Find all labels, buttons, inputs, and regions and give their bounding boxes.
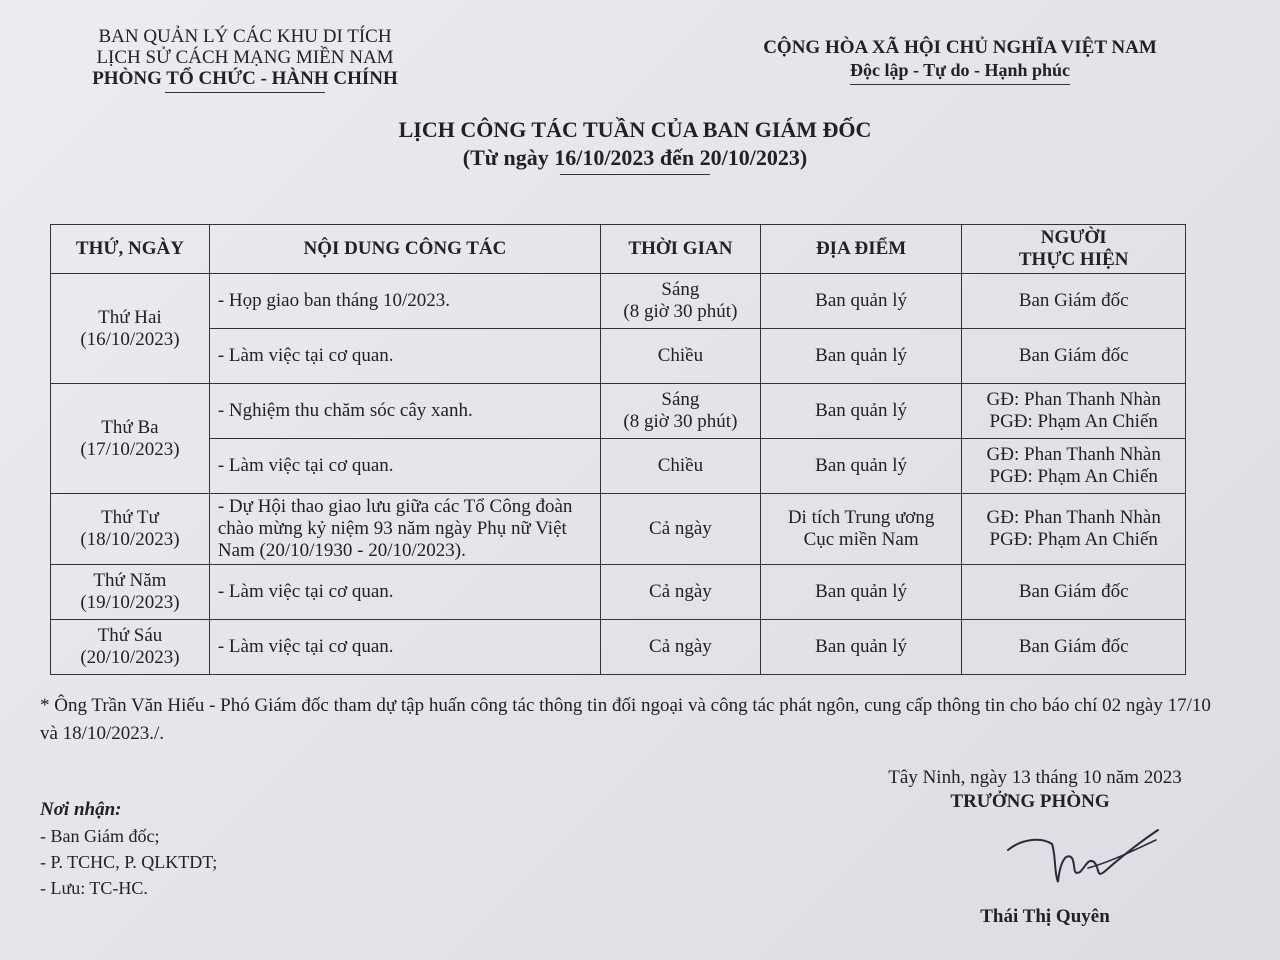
person-line1: Ban Giám đốc — [1018, 581, 1129, 602]
org-underline — [165, 92, 325, 93]
header-day: THỨ, NGÀY — [51, 225, 210, 274]
person-line2: PGĐ: Phạm An Chiến — [989, 411, 1158, 432]
place-cell — [760, 439, 962, 494]
recipient-item: - Lưu: TC-HC. — [40, 878, 148, 898]
org-line-1: BAN QUẢN LÝ CÁC KHU DI TÍCH — [98, 26, 392, 47]
day-date: (17/10/2023) — [80, 438, 180, 460]
title-main: LỊCH CÔNG TÁC TUẦN CỦA BAN GIÁM ĐỐC — [398, 117, 872, 142]
table-row — [51, 565, 1186, 620]
recipient-item: - P. TCHC, P. QLKTDT; — [40, 852, 218, 872]
place-line1: Ban quản lý — [815, 290, 907, 311]
header-time: THỜI GIAN — [601, 225, 761, 274]
table-row — [51, 384, 1186, 439]
time-cell — [601, 439, 761, 494]
content-cell: - Họp giao ban tháng 10/2023. — [209, 274, 600, 329]
day-name: Thứ Tư — [101, 507, 159, 528]
time-cell — [601, 329, 761, 384]
day-cell-monday — [51, 274, 210, 384]
day-cell-tuesday — [51, 384, 210, 494]
person-cell — [962, 384, 1186, 439]
person-cell — [962, 274, 1186, 329]
person-line1: GĐ: Phan Thanh Nhàn — [986, 389, 1161, 410]
content-cell: - Làm việc tại cơ quan. — [209, 565, 600, 620]
recipient-item: - Ban Giám đốc; — [40, 826, 160, 846]
time-line1: Sáng — [661, 389, 700, 410]
header-person-line2: THỰC HIỆN — [1018, 249, 1129, 270]
content-cell: - Làm việc tại cơ quan. — [209, 329, 600, 384]
day-name: Thứ Sáu — [97, 625, 163, 646]
content-cell: - Nghiệm thu chăm sóc cây xanh. — [209, 384, 600, 439]
place-line1: Ban quản lý — [815, 455, 907, 476]
place-cell — [760, 620, 962, 675]
table-row — [51, 274, 1186, 329]
department-name: PHÒNG TỔ CHỨC - HÀNH CHÍNH — [92, 68, 398, 89]
header-content: NỘI DUNG CÔNG TÁC — [209, 225, 600, 274]
time-line1: Cả ngày — [649, 636, 712, 657]
day-cell-friday — [51, 620, 210, 675]
place-line2: Cục miền Nam — [803, 529, 919, 550]
person-cell — [962, 620, 1186, 675]
recipients-block — [40, 797, 217, 901]
recipients-heading: Nơi nhận: — [40, 799, 122, 820]
time-cell — [601, 384, 761, 439]
org-line-2: LỊCH SỬ CÁCH MẠNG MIỀN NAM — [96, 47, 394, 68]
header-place: ĐỊA ĐIỂM — [760, 225, 962, 274]
day-date: (19/10/2023) — [80, 592, 180, 613]
place-cell — [760, 274, 962, 329]
day-name: Thứ Năm — [93, 570, 167, 591]
day-name: Thứ Ba — [101, 416, 159, 438]
national-header — [760, 36, 1160, 85]
person-line1: Ban Giám đốc — [1018, 636, 1129, 657]
place-line1: Ban quản lý — [815, 581, 907, 602]
handwritten-signature — [1000, 822, 1170, 892]
title-date-range: (Từ ngày 16/10/2023 đến 20/10/2023) — [462, 145, 808, 170]
title-underline — [560, 174, 710, 175]
person-line1: GĐ: Phan Thanh Nhàn — [986, 507, 1161, 528]
place-date: Tây Ninh, ngày 13 tháng 10 năm 2023 — [888, 767, 1182, 788]
time-line2: (8 giờ 30 phút) — [623, 411, 738, 432]
place-line1: Ban quản lý — [815, 400, 907, 421]
place-cell — [760, 565, 962, 620]
time-cell — [601, 274, 761, 329]
place-cell — [760, 494, 962, 565]
day-cell-thursday — [51, 565, 210, 620]
time-line1: Sáng — [661, 279, 700, 300]
person-line2: PGĐ: Phạm An Chiến — [989, 529, 1158, 550]
content-cell: - Làm việc tại cơ quan. — [209, 439, 600, 494]
person-cell — [962, 439, 1186, 494]
header-person-line1: NGƯỜI — [1040, 227, 1107, 248]
time-cell — [601, 620, 761, 675]
day-name: Thứ Hai — [98, 306, 162, 328]
person-cell — [962, 494, 1186, 565]
table-row — [51, 494, 1186, 565]
table-row — [51, 329, 1186, 384]
national-motto: Độc lập - Tự do - Hạnh phúc — [849, 60, 1071, 80]
person-line1: Ban Giám đốc — [1018, 290, 1129, 311]
document-title — [300, 116, 970, 175]
schedule-table — [50, 224, 1186, 675]
time-line1: Cả ngày — [649, 581, 712, 602]
person-cell — [962, 329, 1186, 384]
day-date: (20/10/2023) — [80, 647, 180, 668]
day-cell-wednesday — [51, 494, 210, 565]
signature-block — [860, 766, 1210, 814]
person-line2: PGĐ: Phạm An Chiến — [989, 466, 1158, 487]
signer-role: TRƯỞNG PHÒNG — [950, 791, 1110, 812]
place-cell — [760, 384, 962, 439]
place-line1: Ban quản lý — [815, 345, 907, 366]
person-line1: GĐ: Phan Thanh Nhàn — [986, 444, 1161, 465]
time-line2: (8 giờ 30 phút) — [623, 301, 738, 322]
content-cell: - Làm việc tại cơ quan. — [209, 620, 600, 675]
time-line1: Chiều — [657, 345, 704, 366]
footnote: * Ông Trần Văn Hiếu - Phó Giám đốc tham dự tập huấn công tác thông tin đối ngoại và công tác phát ngôn, cung cấp thông tin cho báo chí 02 ngày 17/10 và 18/10/2023./. — [40, 695, 1211, 744]
day-date: (18/10/2023) — [80, 529, 180, 550]
content-cell: - Dự Hội thao giao lưu giữa các Tổ Công đoàn chào mừng kỷ niệm 93 năm ngày Phụ nữ Việt Nam (20/10/1930 - 20/10/2023). — [209, 494, 600, 565]
place-cell — [760, 329, 962, 384]
country-name: CỘNG HÒA XÃ HỘI CHỦ NGHĨA VIỆT NAM — [763, 37, 1157, 58]
organization-header — [70, 26, 420, 93]
time-line1: Cả ngày — [649, 518, 712, 539]
table-header-row — [51, 225, 1186, 274]
table-row — [51, 439, 1186, 494]
time-cell — [601, 494, 761, 565]
signer-name: Thái Thị Quyên — [980, 906, 1110, 927]
time-cell — [601, 565, 761, 620]
header-person — [962, 225, 1186, 274]
person-cell — [962, 565, 1186, 620]
place-line1: Ban quản lý — [815, 636, 907, 657]
place-line1: Di tích Trung ương — [787, 507, 935, 528]
time-line1: Chiều — [657, 455, 704, 476]
motto-underline — [850, 84, 1070, 85]
day-date: (16/10/2023) — [80, 328, 180, 350]
table-row — [51, 620, 1186, 675]
person-line1: Ban Giám đốc — [1018, 345, 1129, 366]
